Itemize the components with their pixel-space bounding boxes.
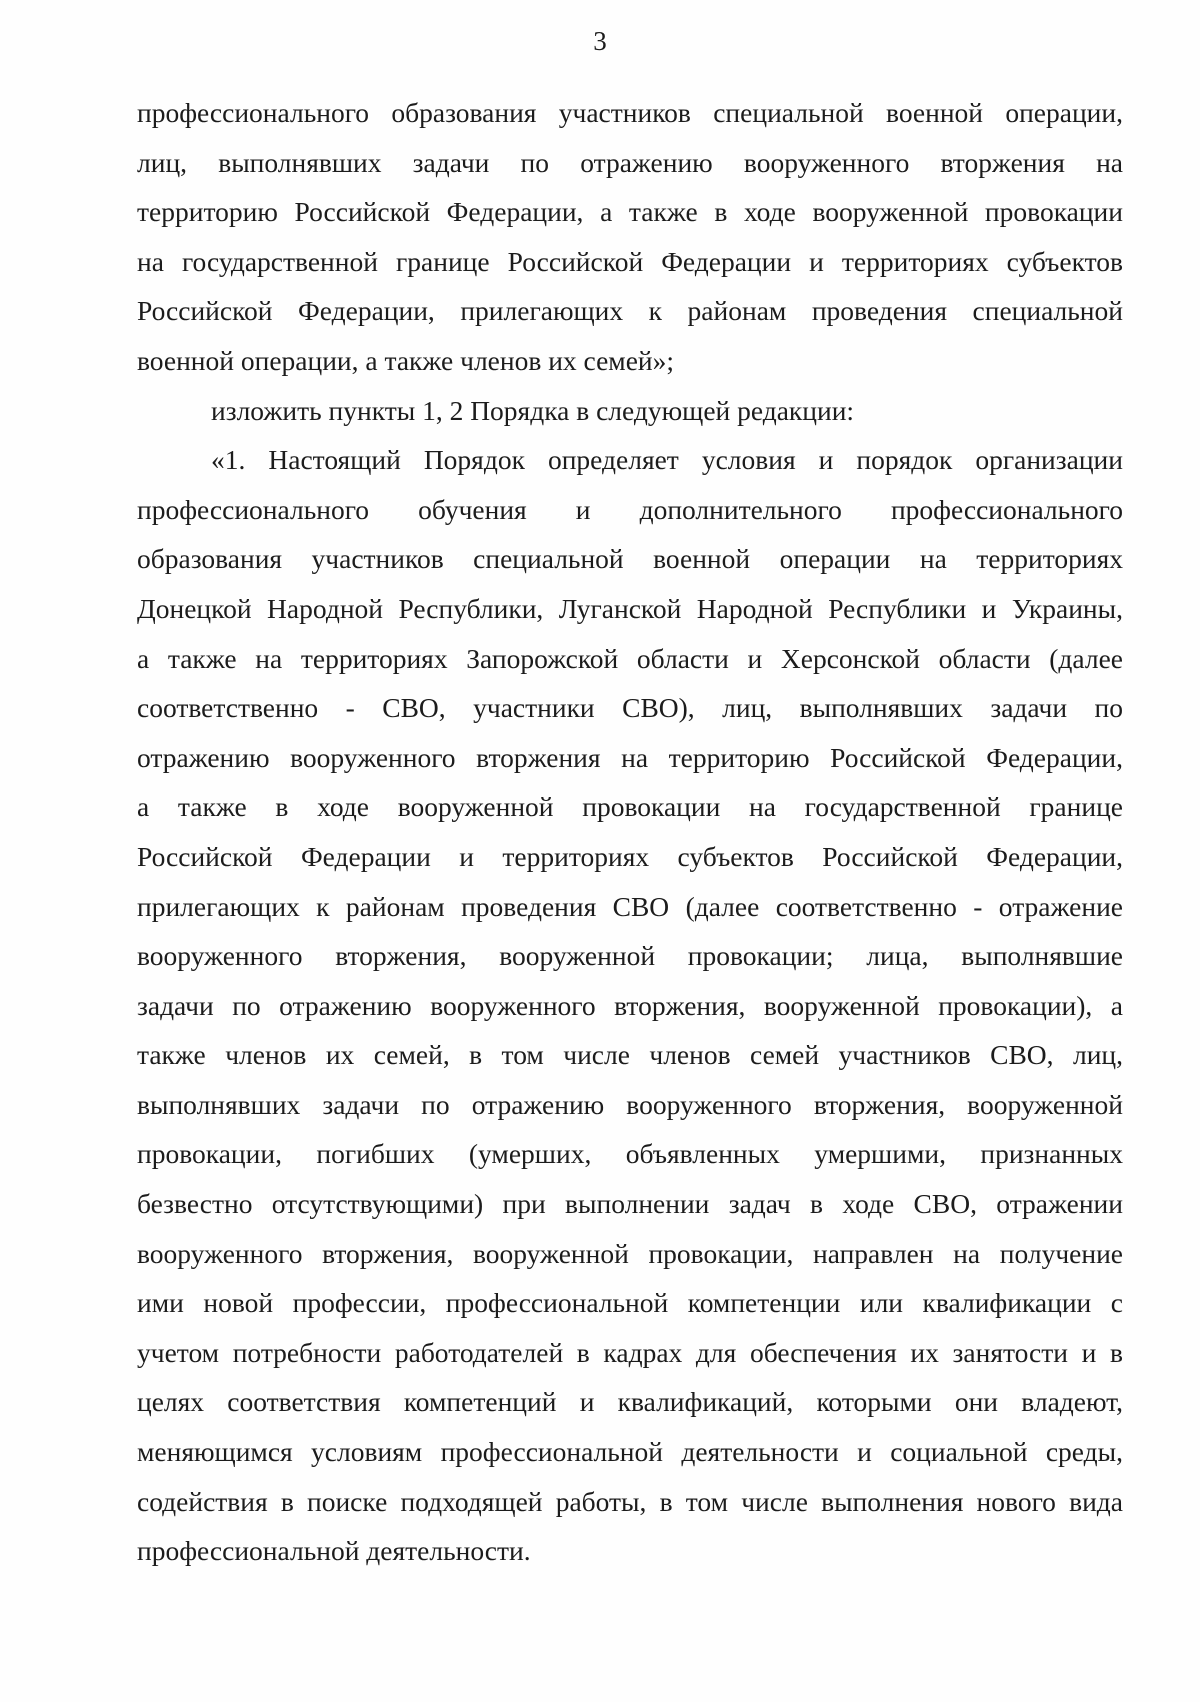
text-line: меняющимся условиям профессиональной деятельности и социальной среды, xyxy=(137,1436,1123,1468)
text-line: целях соответствия компетенций и квалификаций, которыми они владеют, xyxy=(137,1386,1123,1418)
text-line: профессионального обучения и дополнительного профессионального xyxy=(137,493,1123,525)
text-line: ими новой профессии, профессиональной компетенции или квалификации с xyxy=(137,1287,1123,1319)
text-line: прилегающих к районам проведения СВО (далее соответственно - отражение xyxy=(137,890,1123,922)
text-line: Российской Федерации, прилегающих к районам проведения специальной xyxy=(137,295,1123,327)
text-line: задачи по отражению вооруженного вторжения, вооруженной провокации), а xyxy=(137,989,1123,1021)
text-line: вооруженного вторжения, вооруженной провокации; лица, выполнявшие xyxy=(137,940,1123,972)
page-number: 3 xyxy=(593,26,607,56)
text-line: безвестно отсутствующими) при выполнении задач в ходе СВО, отражении xyxy=(137,1188,1123,1220)
text-line: содействия в поиске подходящей работы, в том числе выполнения нового вида xyxy=(137,1485,1123,1517)
text-line: соответственно - СВО, участники СВО), лиц, выполнявших задачи по xyxy=(137,692,1123,724)
text-line: территорию Российской Федерации, а также в ходе вооруженной провокации xyxy=(137,196,1123,228)
text-line: а также в ходе вооруженной провокации на государственной границе xyxy=(137,791,1123,823)
text-line: вооруженного вторжения, вооруженной провокации, направлен на получение xyxy=(137,1237,1123,1269)
text-line: провокации, погибших (умерших, объявленных умершими, признанных xyxy=(137,1138,1123,1170)
text-line: на государственной границе Российской Федерации и территориях субъектов xyxy=(137,245,1123,277)
text-line: а также на территориях Запорожской области и Херсонской области (далее xyxy=(137,642,1123,674)
text-line: профессионального образования участников специальной военной операции, xyxy=(137,97,1123,128)
paragraph-first-line: «1. Настоящий Порядок определяет условия и порядок организации xyxy=(211,444,1123,476)
text-line: отражению вооруженного вторжения на территорию Российской Федерации, xyxy=(137,741,1123,773)
text-line: профессиональной деятельности. xyxy=(137,1535,531,1567)
text-line: образования участников специальной военной операции на территориях xyxy=(137,543,1123,575)
paragraph-first-line: изложить пункты 1, 2 Порядка в следующей редакции: xyxy=(211,394,855,426)
text-line: Российской Федерации и территориях субъектов Российской Федерации, xyxy=(137,840,1123,872)
text-line: лиц, выполнявших задачи по отражению вооруженного вторжения на xyxy=(137,146,1123,178)
text-line: также членов их семей, в том числе членов семей участников СВО, лиц, xyxy=(137,1039,1123,1071)
document-body xyxy=(137,88,1123,1576)
text-line: учетом потребности работодателей в кадрах для обеспечения их занятости и в xyxy=(137,1336,1123,1368)
text-line: военной операции, а также членов их семей»; xyxy=(137,344,675,376)
text-line: Донецкой Народной Республики, Луганской Народной Республики и Украины, xyxy=(137,592,1123,624)
text-line: выполнявших задачи по отражению вооруженного вторжения, вооруженной xyxy=(137,1088,1123,1120)
